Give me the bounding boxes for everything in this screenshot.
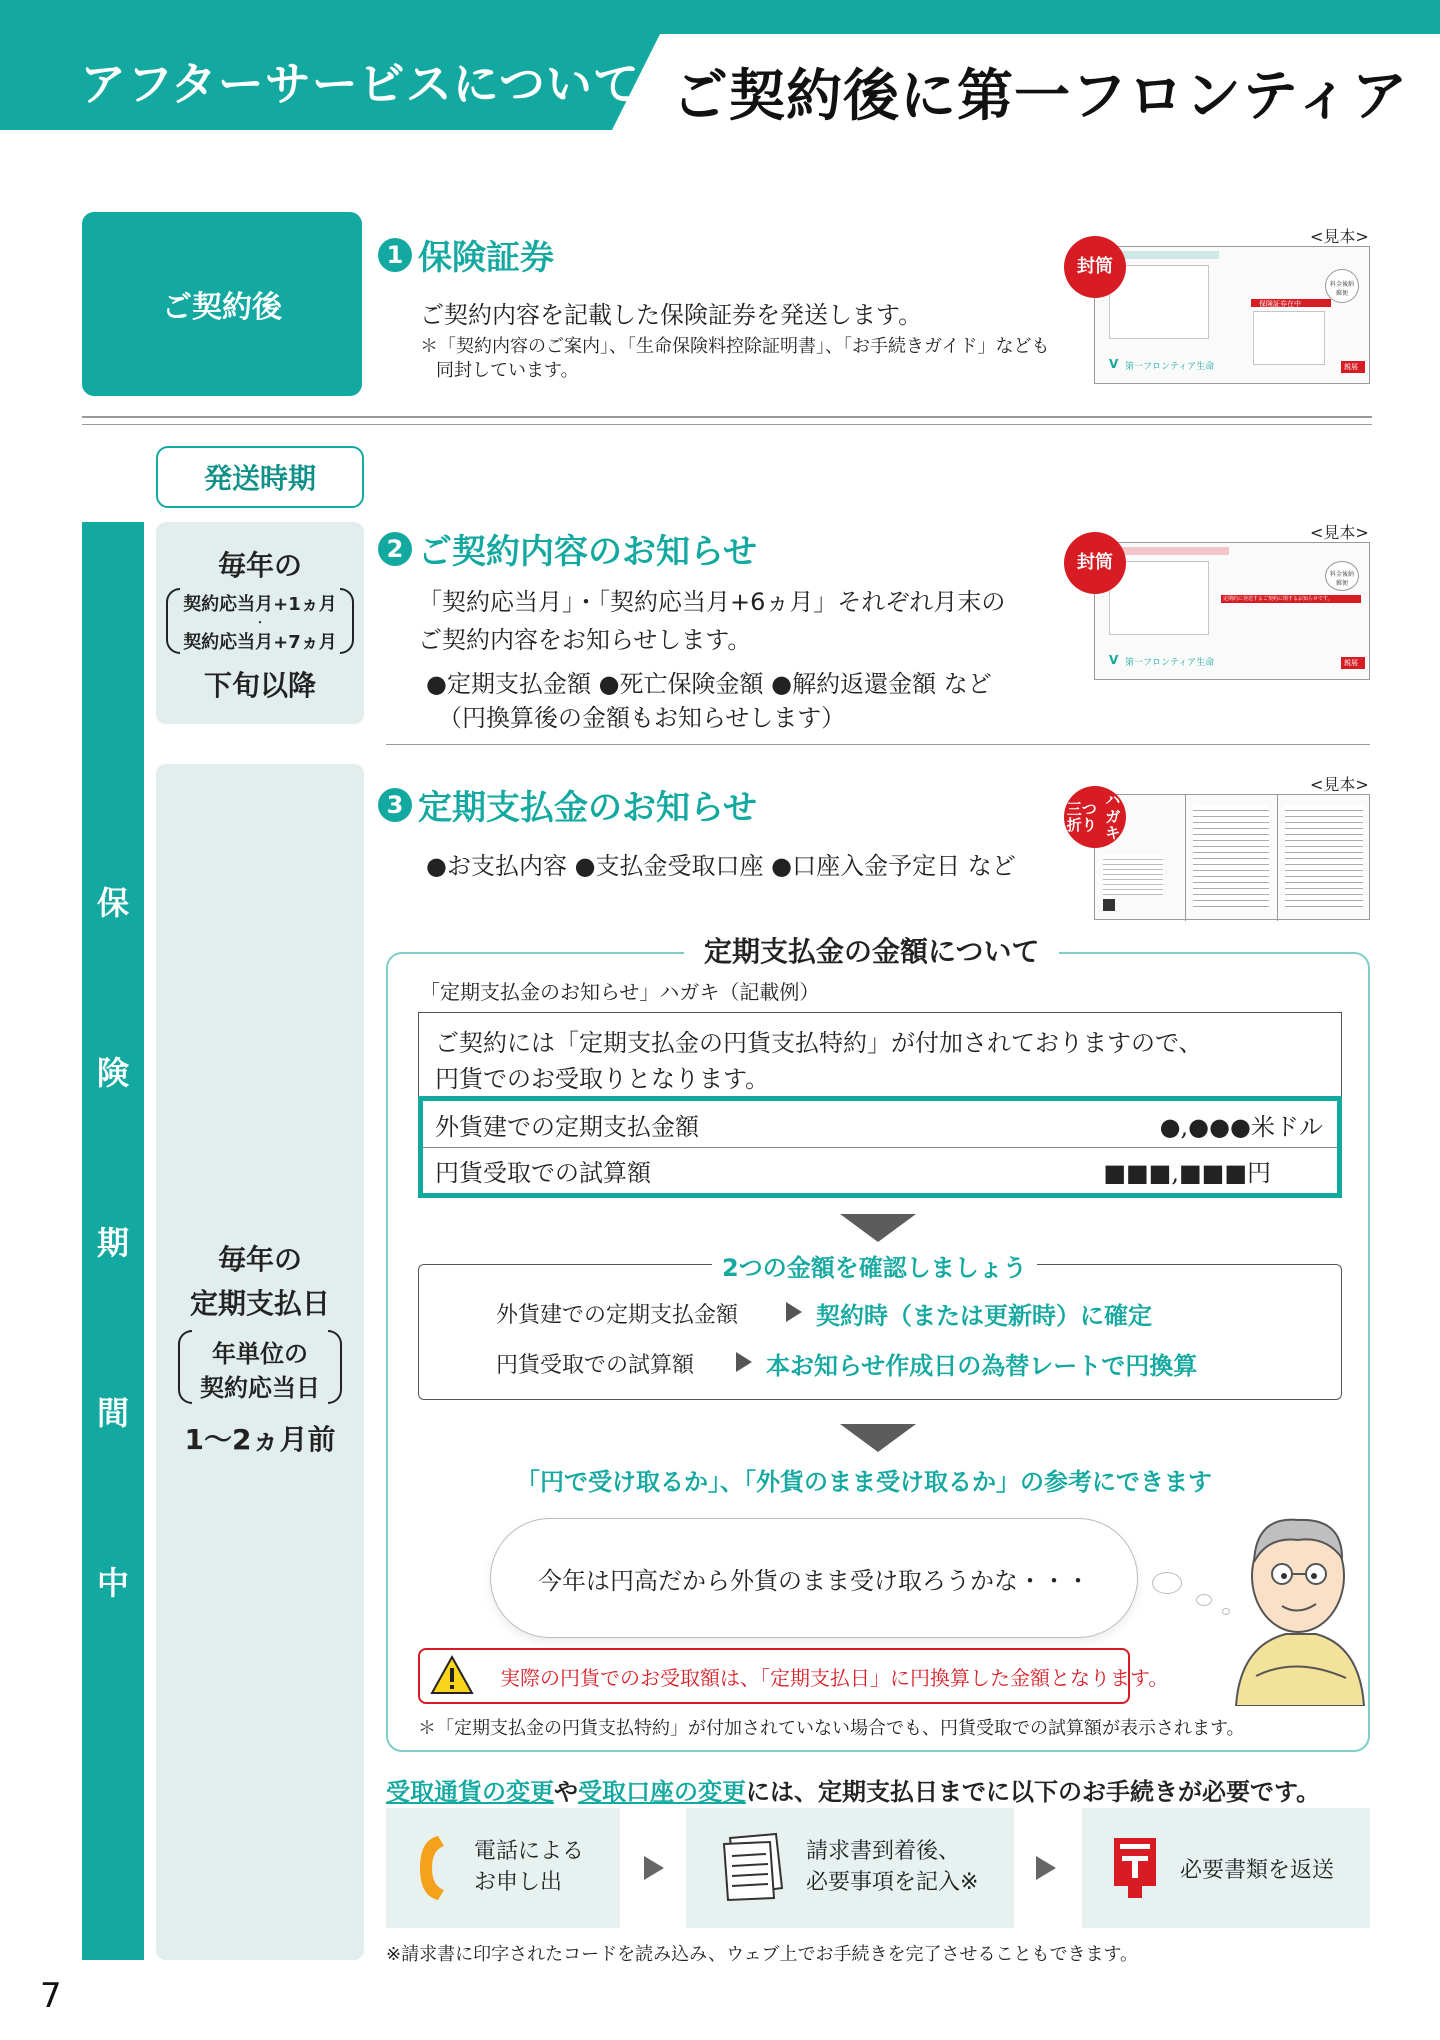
envelope1-seal: 親展 bbox=[1344, 363, 1358, 371]
section-2-text-2: ご契約内容をお知らせします。 bbox=[418, 626, 752, 654]
conclusion-text: 「円で受け取るか」、「外貨のまま受け取るか」の参考にできます bbox=[516, 1468, 1212, 1496]
section-3-heading bbox=[378, 780, 757, 829]
timing-1-sub1: 契約応当月+1ヵ月 bbox=[183, 594, 337, 615]
timing-1-sub2: 契約応当月+7ヵ月 bbox=[183, 632, 337, 653]
section-2-title: ご契約内容のお知らせ bbox=[418, 532, 757, 572]
check-label-2: 円貨受取での試算額 bbox=[496, 1353, 695, 1378]
period-char-1: 保 bbox=[96, 884, 129, 922]
step-fill-form bbox=[686, 1808, 1014, 1928]
company-logo-mark-1: V bbox=[1109, 357, 1119, 371]
envelope-badge-1: 封筒 bbox=[1064, 236, 1126, 298]
section-1-title: 保険証券 bbox=[418, 238, 554, 278]
section-2-heading bbox=[378, 524, 757, 573]
page-title: ご契約後に第一フロンティア bbox=[672, 64, 1409, 129]
section-2-number: 2 bbox=[378, 532, 412, 566]
sample-label-2: <見本> bbox=[1310, 523, 1369, 542]
timing-1-line3: 下旬以降 bbox=[203, 669, 316, 702]
section-3-title: 定期支払金のお知らせ bbox=[418, 788, 757, 828]
thought-bubble bbox=[490, 1518, 1138, 1638]
procedure-intro-rest: には、定期支払日までに以下のお手続きが必要です。 bbox=[746, 1778, 1321, 1806]
thought-dot-1 bbox=[1152, 1572, 1182, 1594]
section-1-note-2: 同封しています。 bbox=[436, 360, 579, 381]
header-top-bar bbox=[0, 0, 1440, 34]
header-tab-label: アフターサービスについて bbox=[80, 57, 640, 111]
envelope2-company: 第一フロンティア生命 bbox=[1125, 658, 1215, 668]
step-2-line2: 必要事項を記入※ bbox=[806, 1870, 979, 1895]
sample-label-3: <見本> bbox=[1310, 775, 1369, 794]
after-contract-label: ご契約後 bbox=[82, 212, 362, 396]
section-2-bullets: ●定期支払金額 ●死亡保険金額 ●解約返還金額 など bbox=[426, 670, 992, 698]
payment-panel-title: 定期支払金の金額について bbox=[684, 930, 1059, 970]
check-value-1: 契約時（または更新時）に確定 bbox=[816, 1302, 1152, 1330]
section-1-number: 1 bbox=[378, 238, 412, 272]
amount-value-yen: ■■■,■■■円 bbox=[1103, 1159, 1271, 1187]
sample-label-1: <見本> bbox=[1310, 227, 1369, 246]
phone-icon bbox=[414, 1832, 450, 1904]
warning-icon bbox=[430, 1654, 474, 1696]
warning-box bbox=[418, 1648, 1169, 1704]
documents-icon bbox=[716, 1832, 790, 1904]
postcard-sample bbox=[1094, 791, 1370, 920]
step-phone bbox=[386, 1808, 620, 1928]
step-return-docs bbox=[1082, 1808, 1370, 1928]
envelope-sample-2 bbox=[1094, 542, 1370, 680]
amount-label-yen: 円貨受取での試算額 bbox=[435, 1159, 651, 1187]
step-2-line1: 請求書到着後、 bbox=[806, 1839, 961, 1865]
envelope-sample-1 bbox=[1094, 246, 1370, 384]
thought-text: 今年は円高だから外貨のまま受け取ろうかな・・・ bbox=[538, 1566, 1090, 1595]
postcard-badge bbox=[1064, 786, 1126, 848]
period-char-2: 険 bbox=[96, 1054, 129, 1092]
amount-label-foreign: 外貨建での定期支払金額 bbox=[435, 1112, 699, 1141]
step-1-line1: 電話による bbox=[474, 1839, 585, 1865]
envelope2-postage: 料金後納郵便 bbox=[1329, 571, 1354, 587]
man-illustration bbox=[1226, 1506, 1368, 1706]
amount-value-foreign: ●,●●●米ドル bbox=[1159, 1112, 1323, 1141]
section-1-note-1: ＊「契約内容のご案内」、「生命保険料控除証明書」、「お手続きガイド」なども bbox=[420, 336, 1050, 357]
envelope2-seal: 親展 bbox=[1344, 659, 1358, 667]
section-1-heading bbox=[378, 230, 554, 279]
timing-2-line1: 毎年の bbox=[217, 1243, 302, 1276]
check-value-2: 本お知らせ作成日の為替レートで円換算 bbox=[766, 1352, 1198, 1380]
postcard-badge-line1: 三つ折り bbox=[1066, 799, 1097, 834]
page-number: 7 bbox=[40, 1976, 62, 2016]
step-arrow-2 bbox=[1036, 1856, 1056, 1880]
check-box-title: 2つの金額を確認しましょう bbox=[712, 1248, 1037, 1283]
check-arrow-1 bbox=[786, 1302, 802, 1322]
company-logo-mark-2: V bbox=[1109, 653, 1119, 667]
dispatch-timing-label: 発送時期 bbox=[156, 446, 364, 508]
period-char-4: 間 bbox=[96, 1394, 129, 1432]
down-arrow-1 bbox=[840, 1214, 916, 1242]
period-char-5: 中 bbox=[96, 1564, 129, 1602]
timing-2-line2: 定期支払日 bbox=[189, 1287, 330, 1320]
divider-3 bbox=[386, 744, 1370, 745]
timing-2-sub2: 契約応当日 bbox=[200, 1374, 320, 1402]
amount-row-yen bbox=[423, 1147, 1337, 1193]
postbox-icon bbox=[1112, 1836, 1158, 1900]
procedure-intro-mid: や bbox=[554, 1778, 578, 1806]
step-3-label: 必要書類を返送 bbox=[1180, 1857, 1335, 1883]
envelope2-red-text: 定期的に発送するご契約に関するお知らせです。 bbox=[1223, 596, 1333, 602]
section-1-text: ご契約内容を記載した保険証券を発送します。 bbox=[420, 301, 923, 329]
down-arrow-2 bbox=[840, 1424, 916, 1452]
envelope1-postage: 料金後納郵便 bbox=[1329, 281, 1354, 297]
envelope-badge-2: 封筒 bbox=[1064, 532, 1126, 594]
period-char-3: 期 bbox=[96, 1224, 129, 1262]
section-2-bullets-note: （円換算後の金額もお知らせします） bbox=[438, 704, 846, 732]
procedure-note: ※請求書に印字されたコードを読み込み、ウェブ上でお手続きを完了させることもできます。 bbox=[386, 1944, 1138, 1965]
divider-1 bbox=[82, 416, 1372, 418]
payment-footnote: ＊「定期支払金の円貨支払特約」が付加されていない場合でも、円貨受取での試算額が表示されます。 bbox=[418, 1718, 1245, 1739]
example-caption: 「定期支払金のお知らせ」ハガキ（記載例） bbox=[420, 980, 820, 1004]
timing-cell-payment-notice bbox=[156, 764, 364, 1960]
example-line-1: ご契約には「定期支払金の円貨支払特約」が付加されておりますので、 bbox=[435, 1029, 1203, 1057]
amount-table bbox=[418, 1096, 1342, 1198]
envelope1-company: 第一フロンティア生命 bbox=[1125, 362, 1215, 372]
check-label-1: 外貨建での定期支払金額 bbox=[496, 1303, 739, 1328]
timing-2-sub1: 年単位の bbox=[212, 1340, 308, 1368]
check-arrow-2 bbox=[736, 1352, 752, 1372]
timing-1-line1: 毎年の bbox=[217, 549, 302, 582]
thought-dot-2 bbox=[1196, 1594, 1212, 1606]
divider-2 bbox=[82, 424, 1372, 425]
warning-text: 実際の円貨でのお受取額は、「定期支払日」に円換算した金額となります。 bbox=[500, 1665, 1169, 1690]
timing-cell-contract-notice: 毎年の 契約応当月+1ヵ月 ・ 契約応当月+7ヵ月 下旬以降 bbox=[156, 522, 364, 724]
example-line-2: 円貨でのお受取りとなります。 bbox=[435, 1065, 770, 1093]
procedure-intro bbox=[386, 1772, 1320, 1807]
amount-row-foreign bbox=[423, 1101, 1337, 1147]
procedure-hl-account: 受取口座の変更 bbox=[578, 1778, 746, 1806]
section-2-text-1: 「契約応当月」・「契約応当月+6ヵ月」それぞれ月末の bbox=[418, 588, 1006, 616]
procedure-hl-currency: 受取通貨の変更 bbox=[386, 1778, 554, 1806]
section-3-bullets: ●お支払内容 ●支払金受取口座 ●口座入金予定日 など bbox=[426, 852, 1016, 880]
step-1-line2: お申し出 bbox=[474, 1870, 563, 1895]
step-arrow-1 bbox=[644, 1856, 664, 1880]
envelope1-red-text: 保険証券在中 bbox=[1259, 300, 1301, 308]
section-3-number: 3 bbox=[378, 788, 412, 822]
postcard-badge-line2: ハガキ bbox=[1105, 791, 1121, 843]
timing-2-line4: 1〜2ヵ月前 bbox=[184, 1423, 336, 1456]
